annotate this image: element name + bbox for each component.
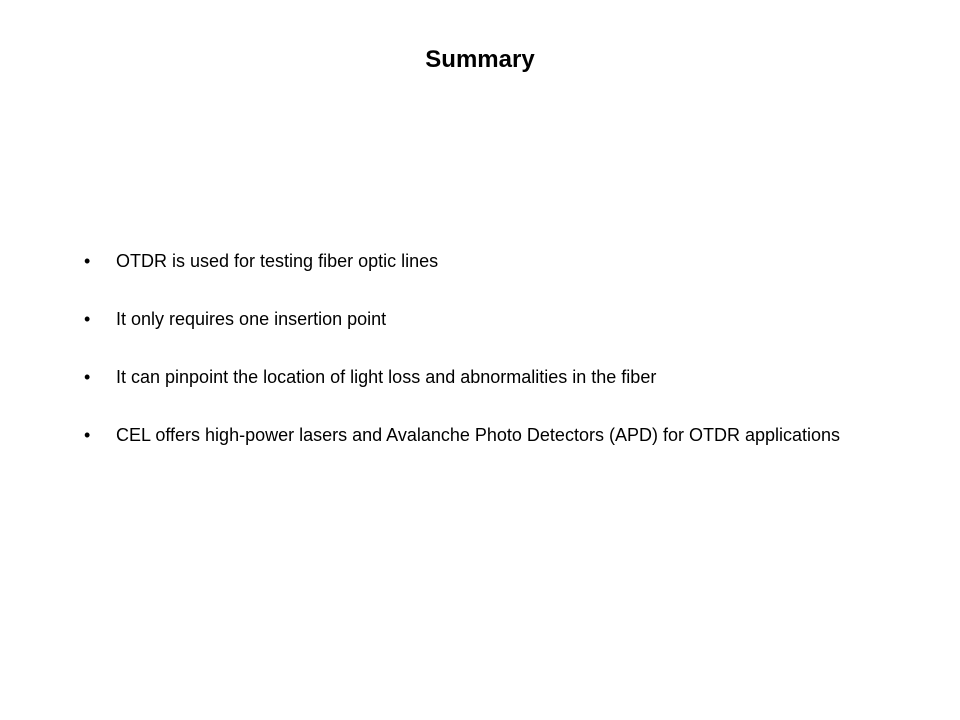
bullet-marker: • — [84, 309, 91, 329]
bullet-item — [84, 365, 884, 389]
bullet-marker: • — [84, 251, 91, 271]
slide-title: Summary — [425, 46, 535, 73]
bullet-text: It can pinpoint the location of light loss and abnormalities in the fiber — [116, 367, 657, 387]
bullet-list — [84, 249, 884, 481]
bullet-item — [84, 249, 884, 273]
bullet-text: OTDR is used for testing fiber optic lines — [116, 251, 439, 271]
bullet-item — [84, 307, 884, 331]
bullet-text: It only requires one insertion point — [116, 309, 387, 329]
bullet-item — [84, 423, 884, 447]
bullet-marker: • — [84, 367, 91, 387]
bullet-text: CEL offers high-power lasers and Avalanche Photo Detectors (APD) for OTDR applications — [116, 425, 841, 445]
bullet-marker: • — [84, 425, 91, 445]
